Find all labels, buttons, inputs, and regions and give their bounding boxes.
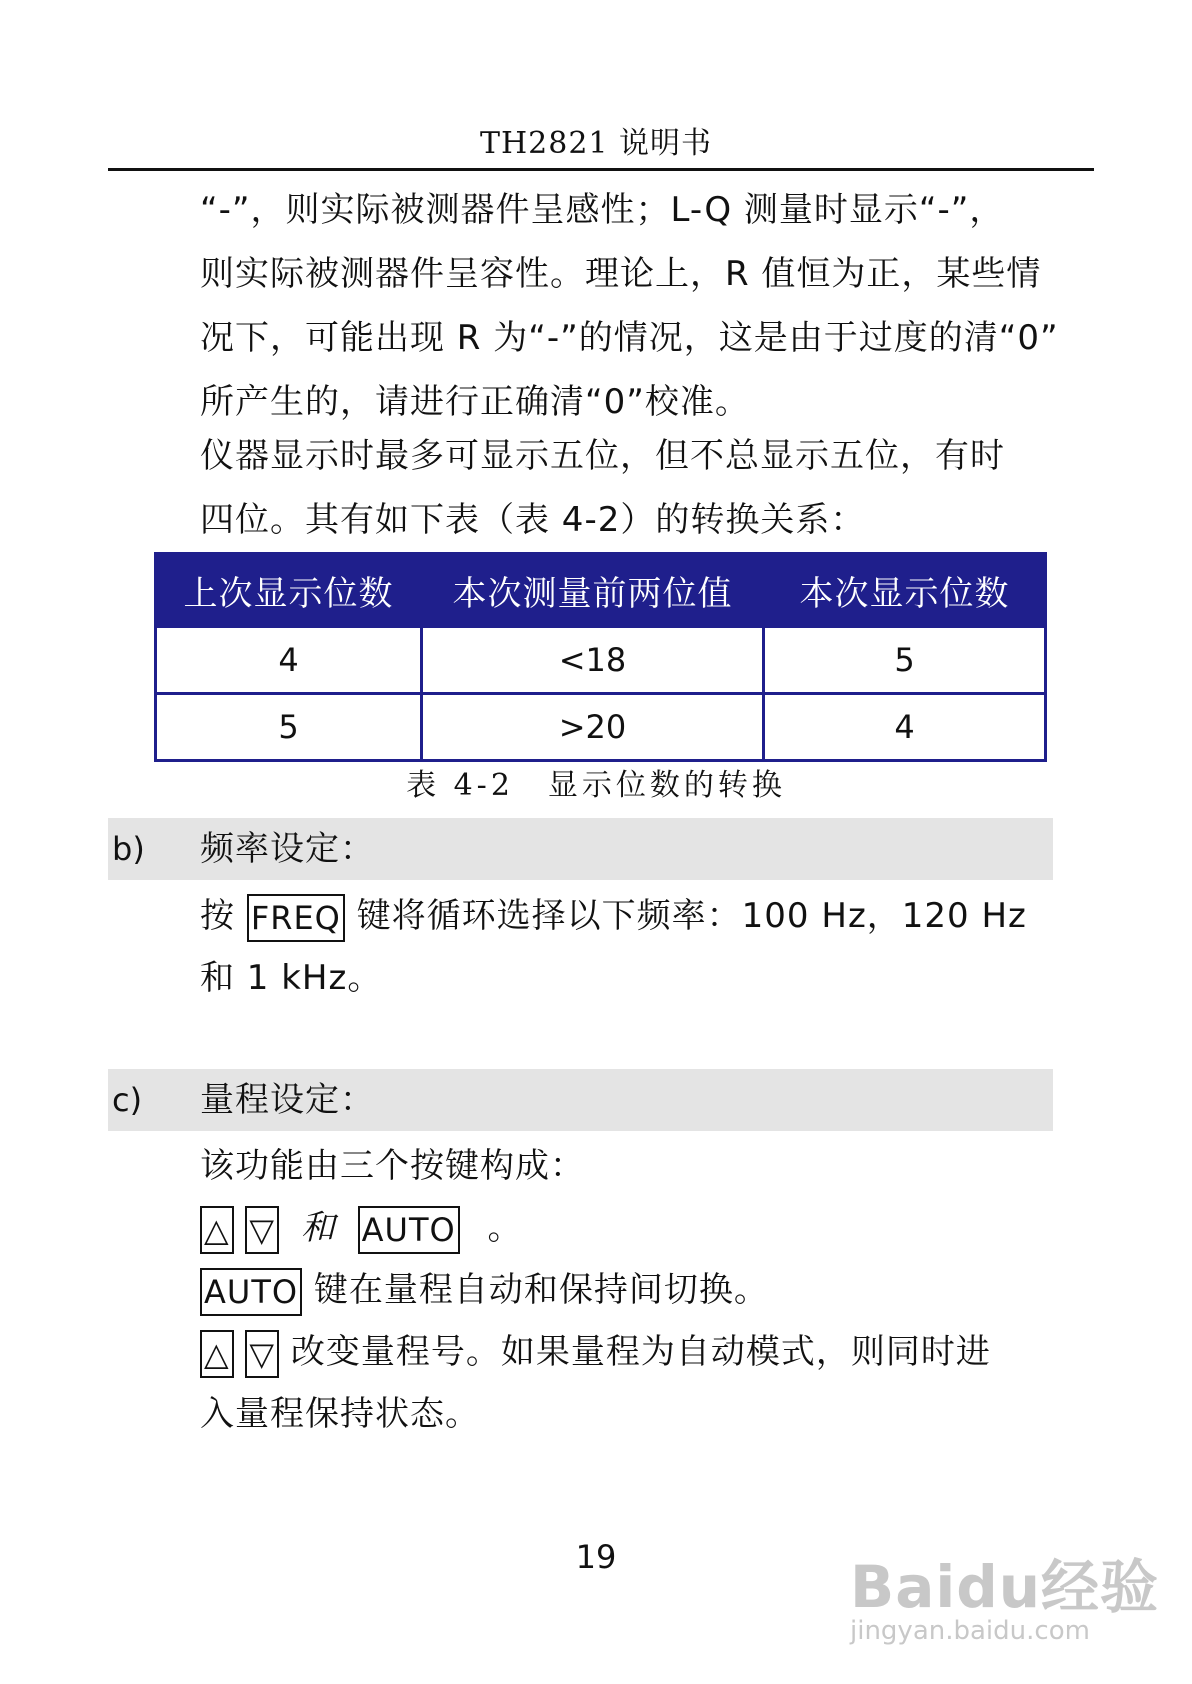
down-key-icon: ▽: [245, 1330, 279, 1378]
display-line: 四位。其有如下表（表 4-2）的转换关系：: [200, 500, 866, 540]
page-number: 19: [575, 1538, 617, 1576]
table-row: [156, 627, 1046, 694]
display-line: 仪器显示时最多可显示五位，但不总显示五位，有时: [200, 436, 1005, 476]
freq-line: [200, 885, 1027, 947]
down-key-icon: ▽: [245, 1206, 279, 1254]
freq-line-2: 和 1 kHz。: [200, 958, 383, 998]
table-header-cell: 上次显示位数: [156, 554, 422, 627]
table-cell: 5: [156, 694, 422, 761]
updown-desc-line-2: 入量程保持状态。: [200, 1394, 480, 1434]
intro-line: 况下，可能出现 R 为“-”的情况，这是由于过度的清“0”: [200, 318, 1059, 358]
section-c-letter: c): [112, 1081, 143, 1119]
baidu-watermark-url: jingyan.baidu.com: [850, 1616, 1090, 1646]
table-cell: 4: [156, 627, 422, 694]
intro-line: “-”，则实际被测器件呈感性；L-Q 测量时显示“-”，: [200, 190, 1005, 230]
range-intro-line: 该功能由三个按键构成：: [200, 1146, 585, 1186]
auto-desc-line: [200, 1259, 769, 1321]
table-header-cell: 本次显示位数: [764, 554, 1046, 627]
and-text: 和: [300, 1208, 336, 1248]
table-cell: 4: [764, 694, 1046, 761]
auto-key: AUTO: [200, 1268, 302, 1316]
display-paragraph: [200, 424, 1056, 552]
updown-desc-line: [200, 1321, 991, 1383]
up-key-icon: △: [200, 1206, 234, 1254]
updown-desc-text: 改变量程号。如果量程为自动模式，则同时进: [290, 1332, 991, 1372]
freq-key: FREQ: [247, 894, 345, 942]
freq-line-after: 键将循环选择以下频率：100 Hz，120 Hz: [356, 896, 1027, 936]
table-caption: 表 4-2 显示位数的转换: [406, 768, 786, 803]
freq-line-before: 按: [200, 896, 235, 936]
table-cell: 5: [764, 627, 1046, 694]
table-row: [156, 694, 1046, 761]
auto-key: AUTO: [358, 1206, 460, 1254]
section-b-letter: b): [112, 830, 145, 868]
baidu-watermark-logo: Baidu经验: [850, 1553, 1160, 1621]
table-header-cell: 本次测量前两位值: [422, 554, 764, 627]
range-keys-line: [200, 1197, 523, 1259]
up-key-icon: △: [200, 1330, 234, 1378]
table-cell: >20: [422, 694, 764, 761]
digit-conversion-table: [154, 552, 1047, 762]
section-b-title: 频率设定：: [200, 829, 375, 869]
document-header-title: TH2821 说明书: [479, 126, 713, 161]
period-text: 。: [487, 1208, 523, 1248]
auto-desc-text: 键在量程自动和保持间切换。: [313, 1270, 769, 1310]
intro-paragraph: [200, 178, 1059, 434]
table-header-row: [156, 554, 1046, 627]
intro-line: 则实际被测器件呈容性。理论上，R 值恒为正，某些情: [200, 254, 1042, 294]
table-cell: <18: [422, 627, 764, 694]
section-c-title: 量程设定：: [200, 1080, 375, 1120]
intro-line: 所产生的，请进行正确清“0”校准。: [200, 382, 750, 422]
header-rule: [108, 168, 1094, 171]
